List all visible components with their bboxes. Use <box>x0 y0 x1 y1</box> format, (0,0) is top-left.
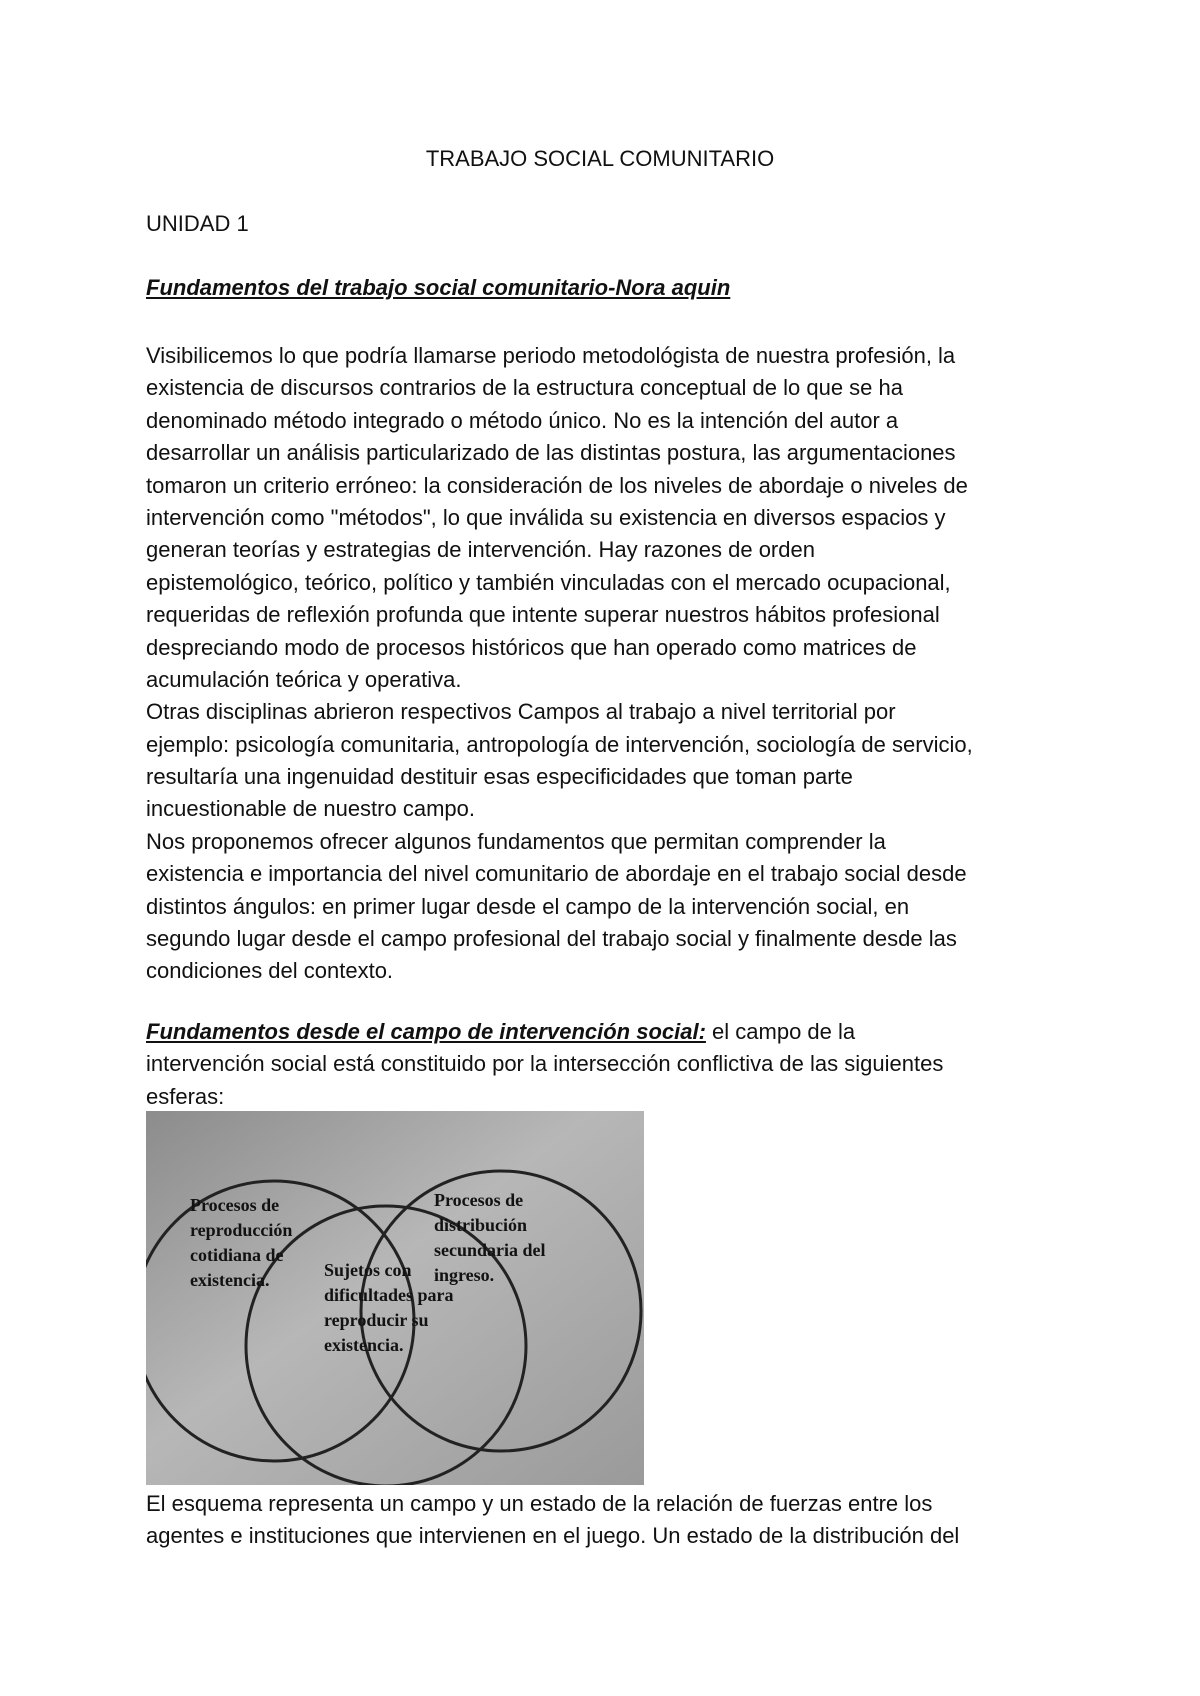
text-line: intervención como "métodos", lo que inválida su existencia en diversos espacios y <box>146 504 946 530</box>
text-line: existencia e importancia del nivel comunitario de abordaje en el trabajo social desde <box>146 861 967 887</box>
text-line: agentes e instituciones que intervienen en el juego. Un estado de la distribución del <box>146 1523 960 1549</box>
text-line: requeridas de reflexión profunda que intente superar nuestros hábitos profesional <box>146 602 940 628</box>
venn-diagram-photo <box>146 1111 644 1485</box>
text-line: epistemológico, teórico, político y también vinculadas con el mercado ocupacional, <box>146 569 951 595</box>
text-line: acumulación teórica y operativa. <box>146 666 462 692</box>
text-line: Visibilicemos lo que podría llamarse periodo metodológista de nuestra profesión, la <box>146 343 956 368</box>
circle-left-label: Procesos de reproducción cotidiana de existencia. <box>190 1195 293 1290</box>
text-line: intervención social está constituido por la intersección conflictiva de las siguientes <box>146 1051 944 1077</box>
section-heading-intervencion: Fundamentos desde el campo de intervención social: <box>146 1019 706 1044</box>
paragraph-intro <box>146 340 1086 988</box>
venn-diagram <box>146 1111 644 1485</box>
text-line <box>146 1016 1086 1048</box>
paragraph-intervencion <box>146 1016 1086 1113</box>
text-line: segundo lugar desde el campo profesional del trabajo social y finalmente desde las <box>146 926 957 952</box>
document-title: TRABAJO SOCIAL COMUNITARIO <box>425 146 775 171</box>
unit-heading: UNIDAD 1 <box>146 211 249 236</box>
text-line: Nos proponemos ofrecer algunos fundamentos que permitan comprender la <box>146 828 886 854</box>
text-line: desarrollar un análisis particularizado de las distintas postura, las argumentaciones <box>146 440 956 466</box>
circle-bottom-label: Sujetos con dificultades para reproducir su existencia. <box>324 1260 454 1355</box>
text-line: incuestionable de nuestro campo. <box>146 796 475 822</box>
heading-tail-text: el campo de la <box>705 1019 856 1044</box>
text-line: generan teorías y estrategias de intervención. Hay razones de orden <box>146 537 815 563</box>
text-line: distintos ángulos: en primer lugar desde el campo de la intervención social, en <box>146 893 910 919</box>
text-line: ejemplo: psicología comunitaria, antropología de intervención, sociología de servicio, <box>146 731 973 757</box>
text-line: condiciones del contexto. <box>146 958 394 984</box>
text-line: resultaría una ingenuidad destituir esas especificidades que toman parte <box>146 764 853 790</box>
text-line: denominado método integrado o método único. No es la intención del autor a <box>146 407 899 433</box>
text-line: El esquema representa un campo y un estado de la relación de fuerzas entre los <box>146 1491 933 1516</box>
text-line: esferas: <box>146 1083 225 1109</box>
section-heading-fundamentos: Fundamentos del trabajo social comunitario-Nora aquin <box>146 275 731 300</box>
text-line: despreciando modo de procesos históricos que han operado como matrices de <box>146 634 917 660</box>
circle-right-label: Procesos de distribución secundaria del ingreso. <box>434 1190 546 1285</box>
text-line: tomaron un criterio erróneo: la consideración de los niveles de abordaje o niveles de <box>146 472 968 498</box>
paragraph-esquema <box>146 1488 1086 1553</box>
text-line: Otras disciplinas abrieron respectivos Campos al trabajo a nivel territorial por <box>146 699 896 725</box>
text-line: existencia de discursos contrarios de la estructura conceptual de lo que se ha <box>146 375 903 401</box>
